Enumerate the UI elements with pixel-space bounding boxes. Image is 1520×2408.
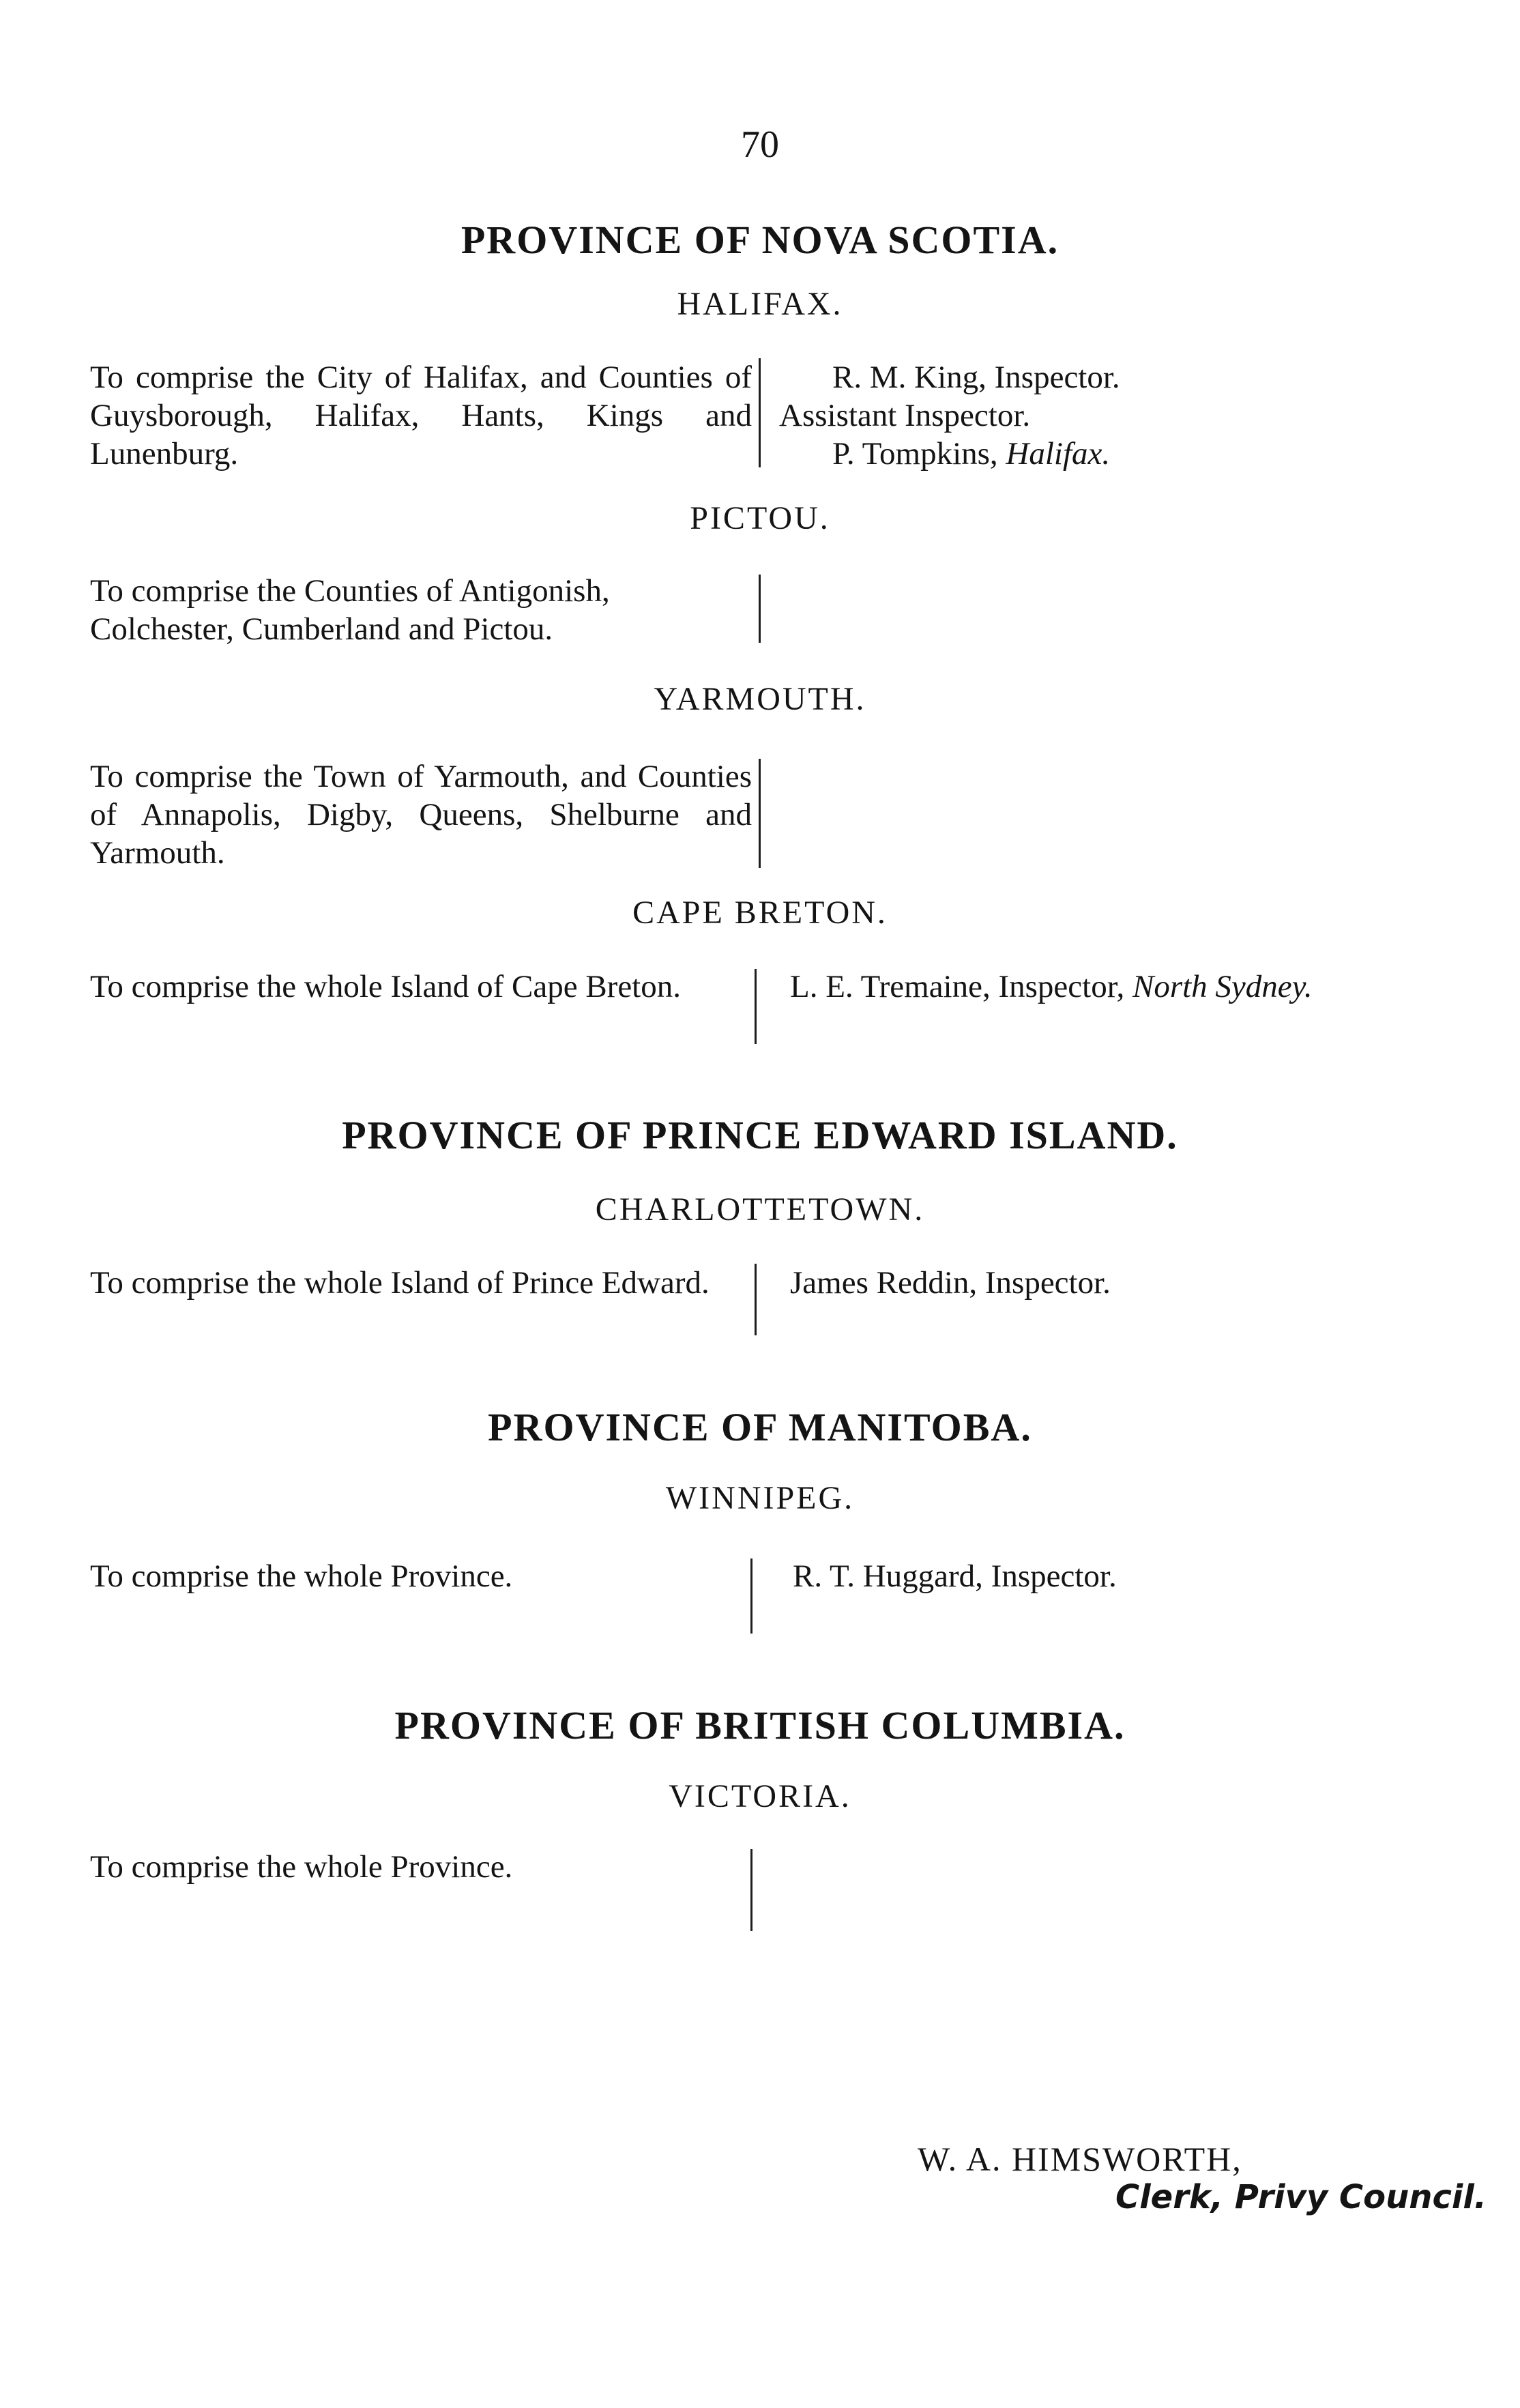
column-divider: [755, 1264, 757, 1335]
district-heading-pictou: PICTOU.: [690, 500, 830, 536]
district-heading-cape-breton: CAPE BRETON.: [632, 895, 888, 931]
district-description-cape-breton: To comprise the whole Island of Cape Breton.: [90, 969, 681, 1004]
district-heading-halifax: HALIFAX.: [677, 286, 843, 322]
column-divider: [759, 575, 761, 643]
column-divider: [759, 759, 761, 868]
district-heading-victoria: VICTORIA.: [669, 1778, 851, 1814]
officer-assistant-label: Assistant Inspector.: [779, 398, 1031, 433]
officer-charlottetown: James Reddin, Inspector.: [790, 1265, 1111, 1301]
district-description-pictou: To comprise the Counties of Antigonish, Colchester, Cumberland and Pictou.: [90, 573, 610, 647]
district-description-charlottetown: To comprise the whole Island of Prince Edward.: [90, 1265, 710, 1301]
district-heading-yarmouth: YARMOUTH.: [654, 681, 866, 717]
province-heading-nova-scotia: PROVINCE OF NOVA SCOTIA.: [461, 218, 1059, 262]
province-heading-british-columbia: PROVINCE OF BRITISH COLUMBIA.: [394, 1703, 1126, 1747]
officer-cape-breton-name: L. E. Tremaine, Inspector,: [790, 969, 1132, 1004]
column-divider: [759, 358, 761, 467]
officer-assistant-halifax: [832, 435, 1110, 473]
signatory-title: Clerk, Privy Council.: [1115, 2178, 1487, 2216]
district-description-yarmouth: To comprise the Town of Yarmouth, and Counties of Annapolis, Digby, Queens, Shelburne and Yarmouth.: [90, 759, 752, 871]
district-heading-winnipeg: WINNIPEG.: [665, 1480, 855, 1516]
province-heading-manitoba: PROVINCE OF MANITOBA.: [488, 1405, 1032, 1449]
officer-cape-breton: [790, 968, 1313, 1006]
officer-cape-breton-place: North Sydney.: [1132, 969, 1313, 1004]
page-number: 70: [741, 124, 779, 166]
column-divider: [750, 1558, 752, 1634]
officer-winnipeg: R. T. Huggard, Inspector.: [793, 1558, 1117, 1594]
signatory-name: W. A. HIMSWORTH,: [918, 2140, 1242, 2178]
officer-inspector-halifax: R. M. King, Inspector.: [832, 360, 1120, 395]
district-heading-charlottetown: CHARLOTTETOWN.: [595, 1191, 925, 1228]
district-description-winnipeg: To comprise the whole Province.: [90, 1558, 513, 1594]
district-description-halifax: To comprise the City of Halifax, and Counties of Guysborough, Halifax, Hants, Kings and Lunenburg.: [90, 360, 752, 472]
column-divider: [755, 969, 757, 1044]
province-heading-prince-edward-island: PROVINCE OF PRINCE EDWARD ISLAND.: [342, 1113, 1178, 1157]
officer-assistant-place: Halifax.: [1006, 436, 1111, 472]
column-divider: [750, 1849, 752, 1931]
officer-assistant-name: P. Tompkins,: [832, 436, 1006, 472]
district-description-victoria: To comprise the whole Province.: [90, 1849, 513, 1885]
